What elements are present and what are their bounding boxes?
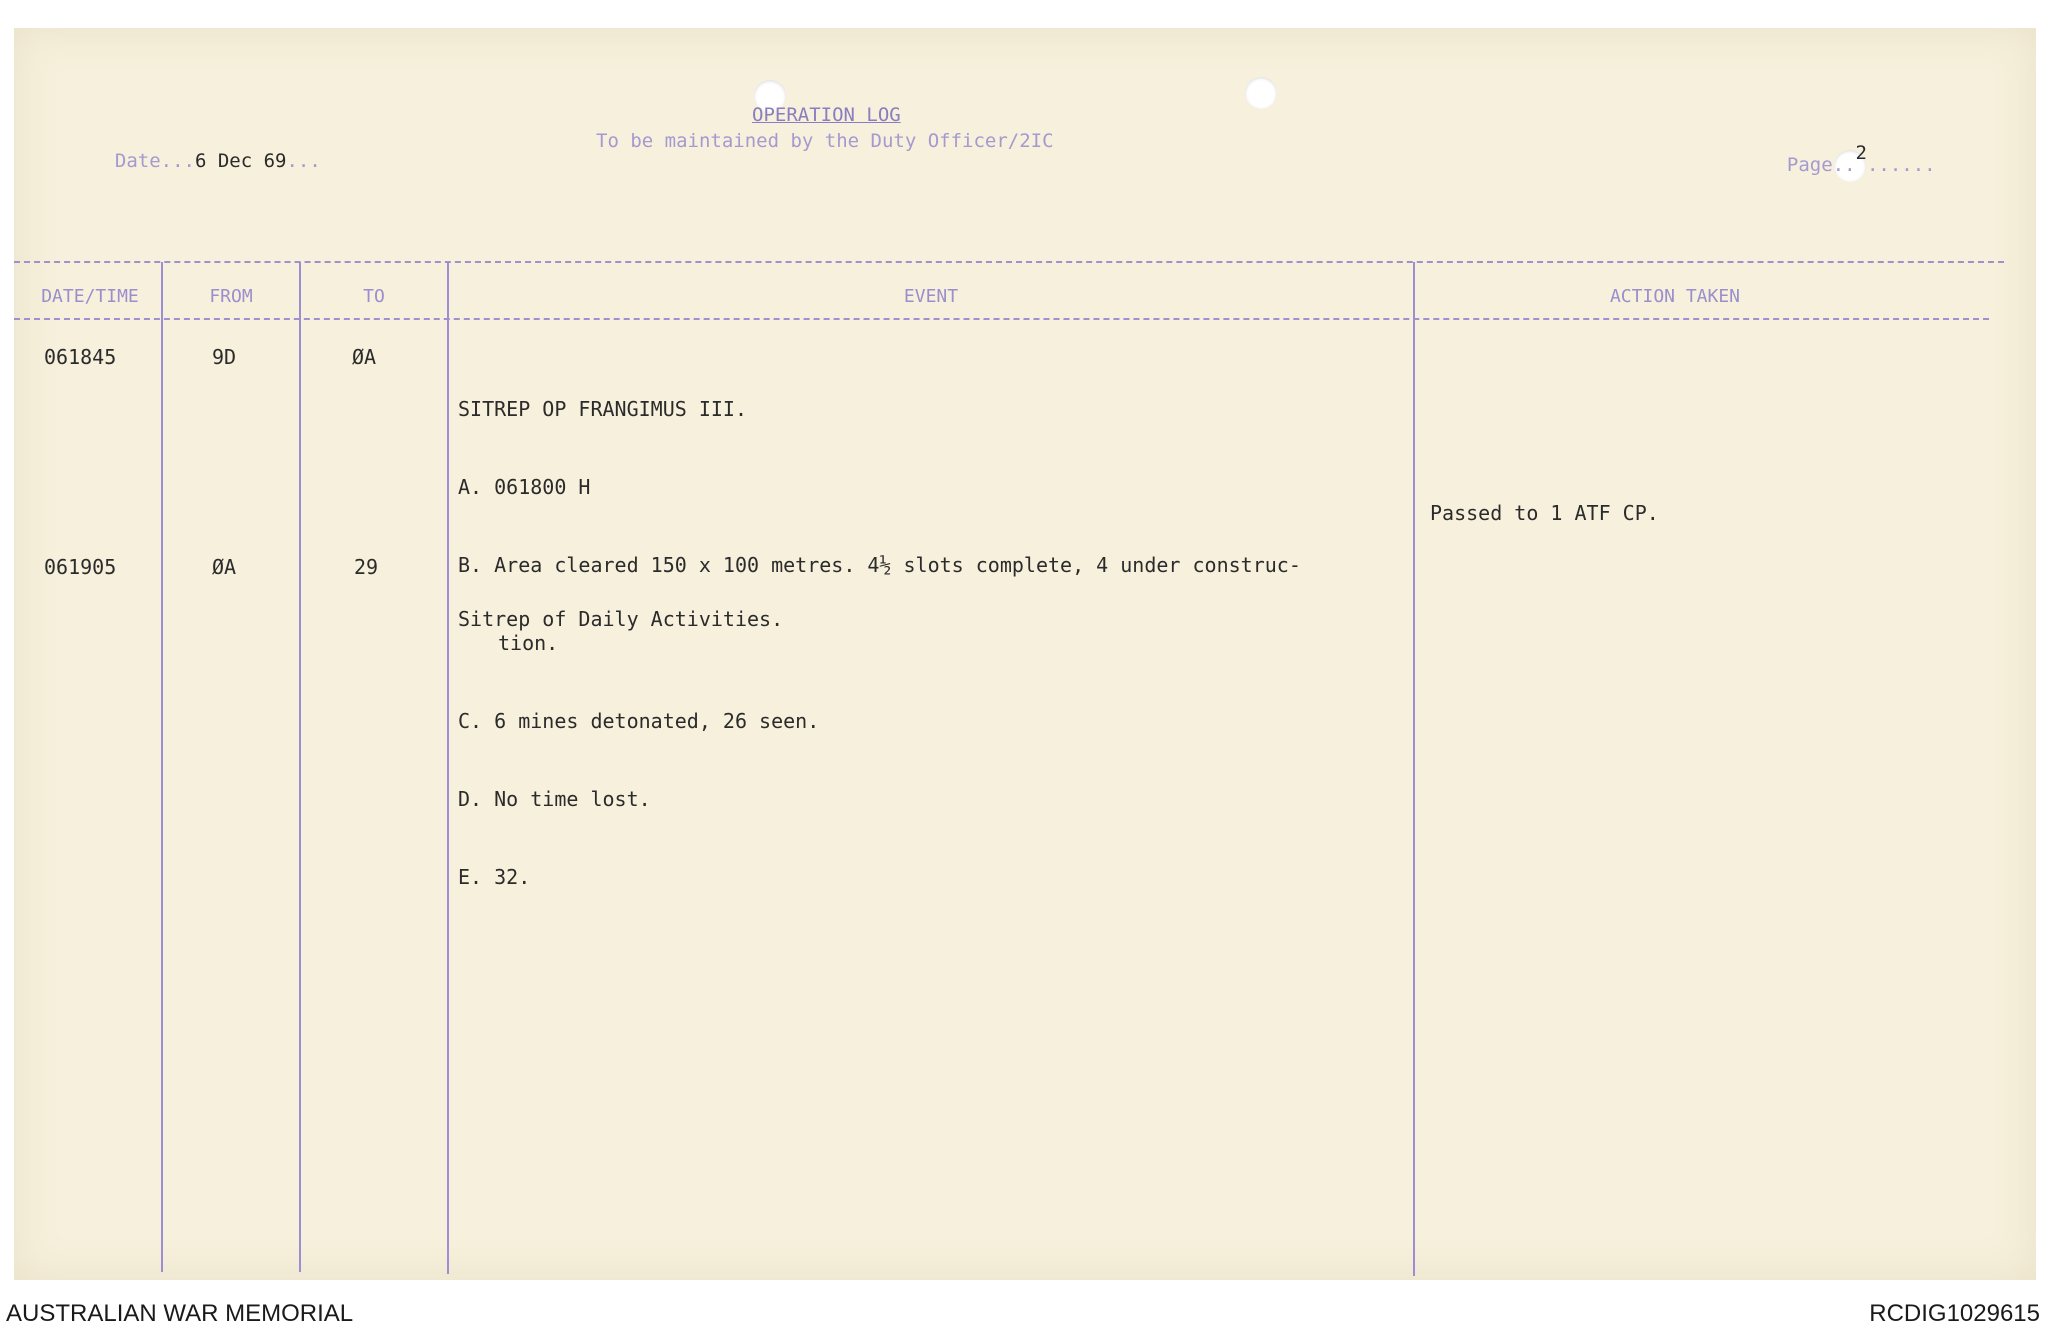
date-field — [92, 128, 321, 172]
event-line: E. 32. — [458, 865, 531, 889]
column-header-to: TO — [363, 286, 385, 307]
table-row-to: 29 — [354, 555, 379, 579]
table-row-datetime: 061845 — [44, 345, 117, 369]
event-line: D. No time lost. — [458, 787, 651, 811]
punch-hole — [1245, 77, 1277, 109]
table-row-event — [458, 554, 783, 658]
page-trail: ...... — [1866, 154, 1936, 176]
column-header-from: FROM — [209, 286, 253, 307]
column-divider — [447, 262, 449, 1274]
page-value: 2 — [1855, 142, 1867, 164]
event-line: B. Area cleared 150 x 100 metres. 4½ slots complete, 4 under construc- — [458, 553, 1301, 577]
footer-institution: AUSTRALIAN WAR MEMORIAL — [6, 1300, 354, 1327]
column-header-datetime: DATE/TIME — [41, 286, 139, 307]
column-divider — [1413, 262, 1415, 1276]
table-row-to: ØA — [352, 345, 377, 369]
column-header-event: EVENT — [903, 286, 959, 307]
header-bottom-rule — [14, 318, 1989, 320]
event-line: SITREP OP FRANGIMUS III. — [458, 397, 747, 421]
event-line: A. 061800 H — [458, 475, 591, 499]
table-row-datetime: 061905 — [44, 555, 117, 579]
date-trail: ... — [286, 150, 321, 172]
table-row-from: 9D — [212, 345, 237, 369]
event-line: tion. — [498, 631, 559, 655]
log-subtitle: To be maintained by the Duty Officer/2IC — [596, 130, 1054, 152]
table-row-action: Passed to 1 ATF CP. — [1430, 501, 1659, 525]
event-line: Sitrep of Daily Activities. — [458, 607, 784, 631]
date-value: 6 Dec 69 — [194, 150, 287, 172]
footer-record-id: RCDIG1029615 — [1869, 1300, 2040, 1327]
log-title: OPERATION LOG — [752, 104, 901, 126]
page-field — [1764, 132, 1936, 176]
column-header-action: ACTION TAKEN — [1609, 286, 1741, 307]
table-row-from: ØA — [212, 555, 237, 579]
column-divider — [299, 262, 301, 1272]
date-label: Date... — [114, 150, 195, 172]
table-top-rule — [14, 261, 2004, 263]
column-divider — [161, 262, 163, 1272]
event-line: C. 6 mines detonated, 26 seen. — [458, 709, 820, 733]
page-label: Page.. — [1786, 154, 1856, 176]
